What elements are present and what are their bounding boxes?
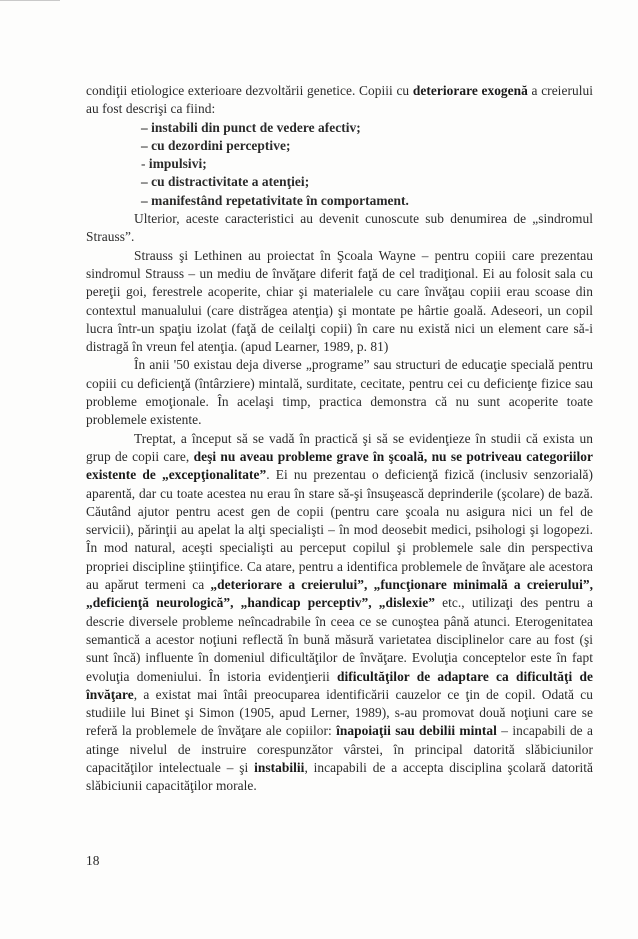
paragraph-3: Strauss şi Lethinen au proiectat în Şcoala Wayne – pentru copiii care prezentau sindromul Strauss – un mediu de învăţare diferit faţă de cel tradiţional. Ei au folosit sala cu pereţii goi, ferestrele acoperite, chiar şi materialele cu care învăţau copiii erau scoase din contextul manualului (care distrăgea atenţia) şi montate pe hârtie goală. Adeseori, un copil lucra într-un spaţiu izolat (faţă de ceilalţi copii) în care nu există nici un element care să-i distragă în vreun fel atenţia. (apud Learner, 1989, p. 81) [86, 247, 593, 355]
paragraph-1: condiţii etiologice exterioare dezvoltării genetice. Copiii cu deteriorare exogenă a creierului au fost descrişi ca fiind: [86, 83, 593, 117]
bold-term: dificultăţilor de adaptare ca dificultăţi de învăţare [86, 668, 593, 702]
symptom-list [86, 119, 593, 210]
bold-term: înapoiaţii sau debilii mintal [336, 723, 497, 739]
paragraph-2: Ulterior, aceste caracteristici au devenit cunoscute sub denumirea de „sindromul Strauss”. [86, 211, 593, 245]
list-item: – instabili din punct de vedere afectiv; [141, 119, 593, 137]
bold-term: deşi nu aveau probleme grave în şcoală, nu se potriveau categoriilor existente de „excepţionalitate” [86, 448, 593, 483]
list-item: – manifestând repetativitate în comportament. [141, 192, 593, 210]
body-text [86, 82, 593, 796]
bold-term: deteriorare exogenă [412, 83, 528, 98]
page-number: 18 [86, 853, 100, 868]
top-edge-line [0, 0, 60, 1]
list-item: – cu distractivitate a atenţiei; [141, 173, 593, 191]
paragraph-4: În anii '50 existau deja diverse „programe” sau structuri de educaţie specială pentru copiii cu deficienţă (întârziere) mintală, surditate, cecitate, pentru cei cu deficienţe fizice sau probleme emoţionale. În acelaşi timp, practica demonstra că nu sunt acoperite toate problemele existente. [86, 357, 593, 428]
paragraph-5: Treptat, a început să se vadă în practică şi să se evidenţieze în studii că exista un grup de copii care, deşi nu aveau probleme grave în şcoală, nu se potriveau categoriilor existente de „excepţionalitate”. Ei nu prezentau o deficienţă fizică (inclusiv senzorială) aparentă, dar cu toate acestea nu erau în stare să-şi însuşească deprinderile (şcolare) de bază. Căutând ajutor pentru acest gen de copii (pentru care şcoala nu asigura nici un fel de servicii), părinţii au apelat la alţi specialişti – în mod deosebit medici, psihologi şi logopezi. În mod natural, aceşti specialişti au perceput copilul şi problemele sale din perspectiva propriei discipline ştiinţifice. Ca atare, pentru a identifica problemele de învăţare ale acestora au apărut termeni ca „deteriorare a creierului”, „funcţionare minimală a creierului”, „deficienţă neurologică”, „handicap perceptiv”, „dislexie” etc., utilizaţi des pentru a descrie diversele probleme neîncadrabile în ceea ce se cunoştea până atunci. Eterogenitatea semantică a acestor noţiuni reflectă în bună măsură varietatea disciplinelor care au fost (şi sunt încă) influente în domeniul dificultăţilor de învăţare. Evoluţia conceptelor este în fapt evoluţia domeniului. În istoria evidenţierii dificultăţilor de adaptare ca dificultăţi de învăţare, a existat mai întâi preocuparea identificării cauzelor ce ţin de copil. Odată cu studiile lui Binet şi Simon (1905, apud Lerner, 1989), s-au promovat două noţiuni care se referă la problemele de învăţare ale copiilor: înapoiaţii sau debilii mintal – incapabili de a atinge nivelul de instruire corespunzător vârstei, în principal datorită slăbiciunilor capacităţilor intelectuale – şi instabilii, incapabili de a accepta disciplina şcolară datorită slăbiciunii capacităţilor morale. [86, 430, 594, 794]
list-item: - impulsivi; [141, 155, 593, 173]
bold-term: instabilii [254, 759, 305, 775]
bold-term: „deteriorare a creierului”, „funcţionare minimală a creierului”, „deficienţă neurologică”, „handicap perceptiv”, „dislexie” [86, 577, 593, 611]
list-item: – cu dezordini perceptive; [141, 137, 593, 155]
